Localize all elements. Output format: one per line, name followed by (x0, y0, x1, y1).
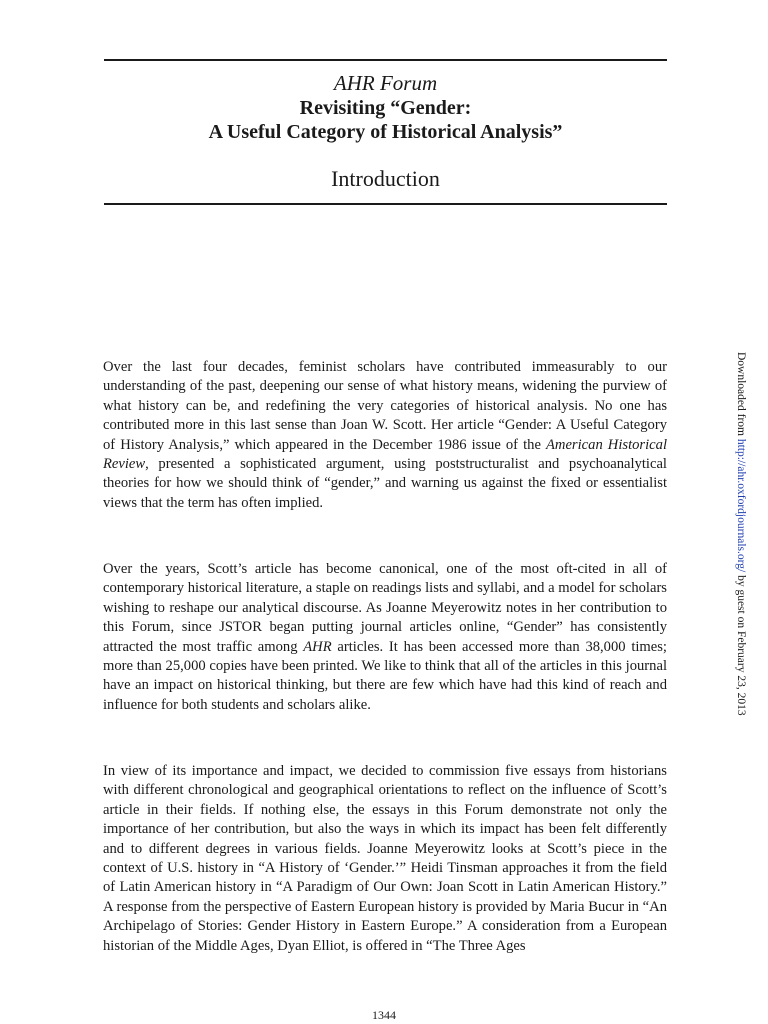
page-number: 1344 (372, 1008, 396, 1022)
journal-link[interactable]: http://ahr.oxfordjournals.org/ (735, 438, 747, 573)
ahr-italic: AHR (303, 638, 332, 655)
download-suffix: by guest on February 23, 2013 (735, 572, 747, 716)
paragraph-2 (103, 560, 667, 715)
article-title-line-1: Revisiting “Gender: (299, 97, 472, 119)
paragraph-2-text-b: articles. It has been accessed more than 38,000 times; more than 25,000 copies have been printed. We like to think that all of the articles in this journal have an impact on historical thinking, but there are few which have had this kind of reach and influence for both students and scholars alike. (103, 638, 667, 713)
paragraph-1-text-a: Over the last four decades, feminist scholars have contributed immeasurably to our understanding of the past, deepening our sense of what history means, widening the purview of what history can be, and redefining the very categories of historical analysis. No one has contributed more in this last sense than Joan W. Scott. Her article “Gender: A Useful Category of History Analysis,” which appeared in the December 1986 issue of the (103, 359, 667, 453)
article-title-line-2: A Useful Category of Historical Analysis” (208, 121, 563, 143)
section-heading: Introduction (331, 166, 440, 191)
paragraph-3: In view of its importance and impact, we decided to commission five essays from historians with different chronological and geographical orientations to reflect on the influence of Scott’s article in their fields. If nothing else, the essays in this Forum demonstrate not only the importance of her contribution, but also the ways in which its impact has been felt differently and to different degrees in various fields. Joanne Meyerowitz looks at Scott’s piece in the context of U.S. history in “A History of ‘Gender.’” Heidi Tinsman approaches it from the field of Latin American history in “A Paradigm of Our Own: Joan Scott in Latin American History.” A response from the perspective of Eastern European history is provided by Maria Bucur in “An Archipelago of Stories: Gender History in Eastern Europe.” A consideration from a European historian of the Middle Ages, Dyan Elliot, is offered in “The Three Ages (103, 763, 667, 954)
download-prefix: Downloaded from (735, 352, 747, 439)
download-watermark (734, 352, 748, 716)
paragraph-1 (103, 358, 667, 513)
paragraph-2-text-a: Over the years, Scott’s article has become canonical, one of the most oft-cited in all of contemporary historical literature, a staple on readings lists and syllabi, and a model for scholars wishing to reshape our analytical discourse. As Joanne Meyerowitz notes in her contribution to this Forum, since JSTOR began putting journal articles online, “Gender” has consistently attracted the most traffic among (103, 561, 667, 655)
bottom-rule (104, 203, 667, 205)
paragraph-1-text-b: , presented a sophisticated argument, using poststructuralist and psychoanalytical theories for how we should think of “gender,” and warning us against the fixed or essentialist views that the term has often implied. (103, 456, 667, 511)
article-title (104, 96, 667, 144)
forum-label: AHR Forum (333, 71, 438, 95)
journal-title-italic: American Historical Review (103, 436, 667, 473)
top-rule (104, 59, 667, 61)
